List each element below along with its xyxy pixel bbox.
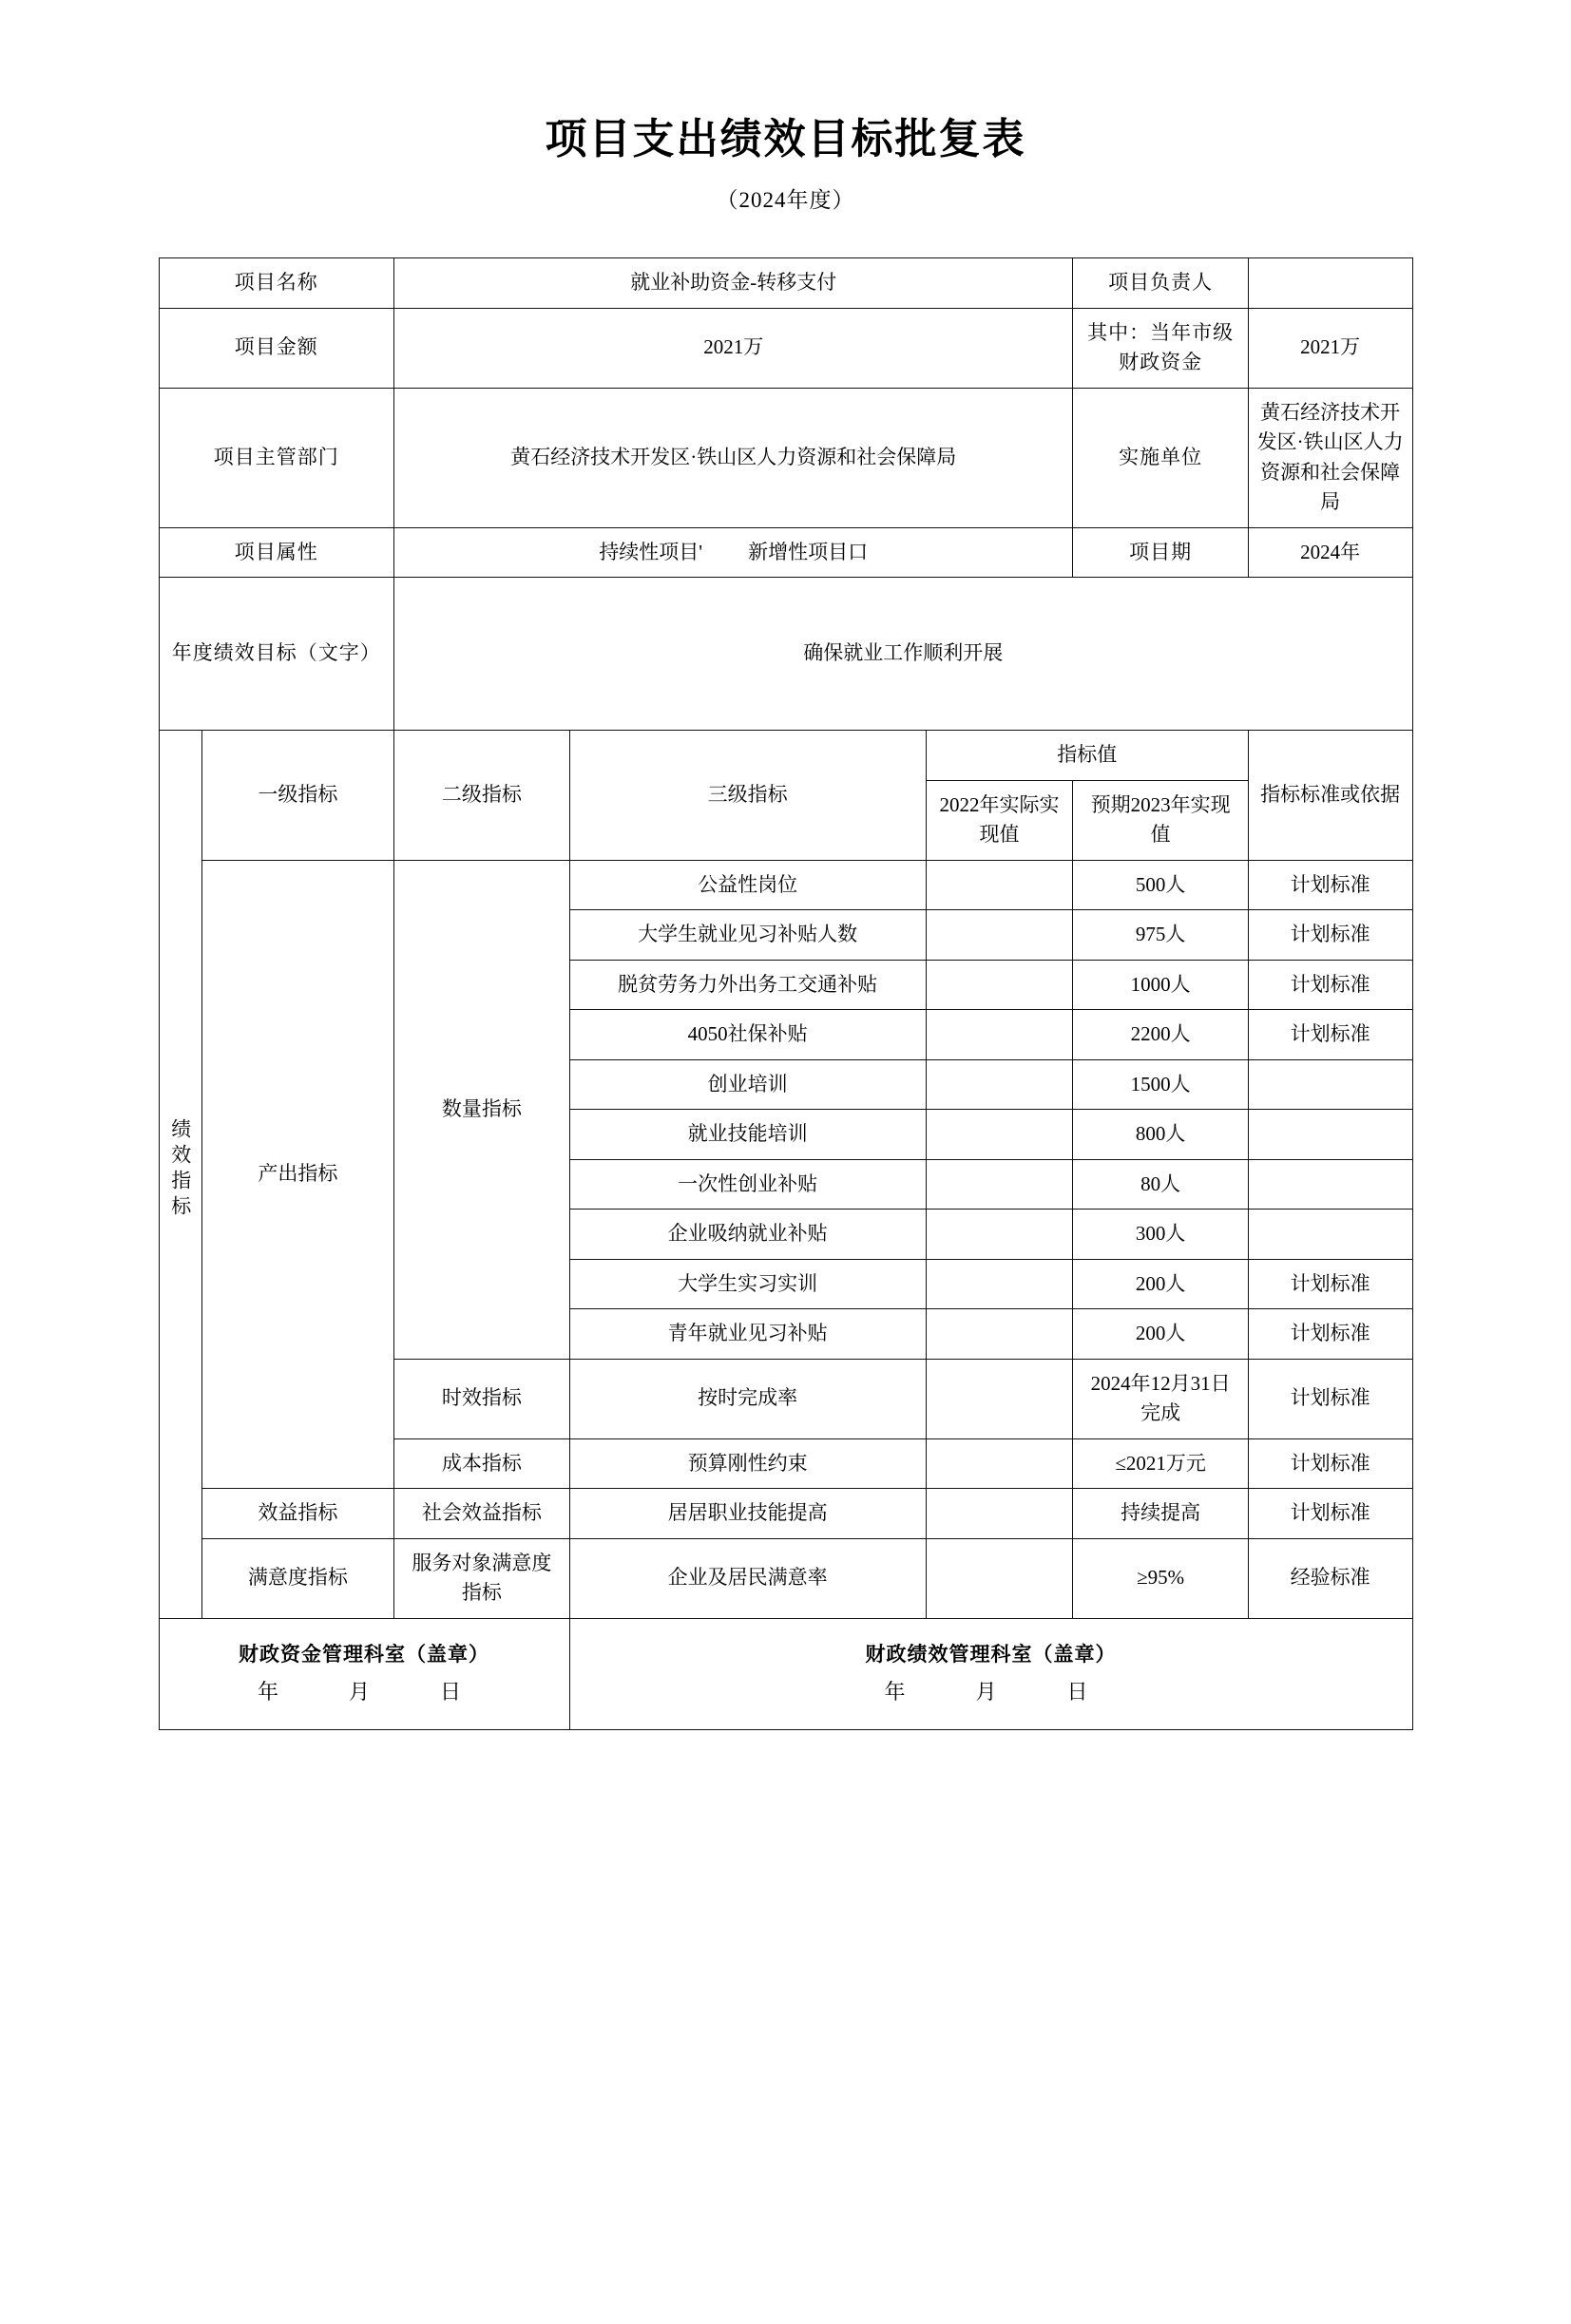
indicator-standard — [1248, 1059, 1412, 1110]
attribute-value — [394, 527, 1073, 578]
indicator-actual-value — [926, 860, 1073, 910]
indicator-expected-value: 800人 — [1073, 1110, 1249, 1160]
page-subtitle: （2024年度） — [716, 188, 855, 212]
level2-cost-label: 成本指标 — [394, 1438, 570, 1489]
indicator-expected-value: 500人 — [1073, 860, 1249, 910]
indicator-name: 预算刚性约束 — [569, 1438, 926, 1489]
table-row — [159, 1489, 1412, 1539]
attribute-new-option[interactable]: 新增性项目口 — [748, 540, 869, 563]
indicator-expected-value: 1000人 — [1073, 960, 1249, 1010]
signature-left — [159, 1618, 569, 1729]
indicator-name: 创业培训 — [569, 1059, 926, 1110]
side-label-performance-indicators: 绩效指标 — [159, 731, 201, 1619]
annual-goal-value: 确保就业工作顺利开展 — [394, 578, 1412, 731]
indicator-standard: 计划标准 — [1248, 1309, 1412, 1360]
implement-label: 实施单位 — [1073, 388, 1249, 527]
table-header-row — [159, 731, 1412, 781]
table-row — [159, 1538, 1412, 1618]
indicator-name: 公益性岗位 — [569, 860, 926, 910]
col-header-expected-2023: 预期2023年实现值 — [1073, 780, 1249, 860]
level1-benefit-label: 效益指标 — [201, 1489, 393, 1539]
indicator-actual-value — [926, 1059, 1073, 1110]
indicator-actual-value — [926, 1159, 1073, 1210]
indicator-expected-value: 持续提高 — [1073, 1489, 1249, 1539]
indicator-standard: 计划标准 — [1248, 1259, 1412, 1309]
project-name-value: 就业补助资金-转移支付 — [394, 258, 1073, 309]
period-value: 2024年 — [1248, 527, 1412, 578]
indicator-actual-value — [926, 1259, 1073, 1309]
indicator-actual-value — [926, 960, 1073, 1010]
period-label: 项目期 — [1073, 527, 1249, 578]
indicator-name: 大学生就业见习补贴人数 — [569, 910, 926, 961]
dept-label: 项目主管部门 — [159, 388, 394, 527]
indicator-name: 按时完成率 — [569, 1359, 926, 1438]
indicator-actual-value — [926, 1359, 1073, 1438]
level2-service-satisfaction-label: 服务对象满意度指标 — [394, 1538, 570, 1618]
col-header-actual-2022: 2022年实际实现值 — [926, 780, 1073, 860]
attribute-continuing-option[interactable]: 持续性项目' — [599, 540, 703, 563]
indicator-actual-value — [926, 1538, 1073, 1618]
indicator-standard: 计划标准 — [1248, 960, 1412, 1010]
table-row — [159, 527, 1412, 578]
indicator-name: 就业技能培训 — [569, 1110, 926, 1160]
indicator-standard: 计划标准 — [1248, 1359, 1412, 1438]
dept-value: 黄石经济技术开发区·铁山区人力资源和社会保障局 — [394, 388, 1073, 527]
indicator-actual-value — [926, 1210, 1073, 1260]
col-header-standard: 指标标准或依据 — [1248, 731, 1412, 861]
document-page — [0, 105, 1571, 2324]
signature-right-title: 财政绩效管理科室（盖章） — [865, 1643, 1117, 1667]
indicator-expected-value: 975人 — [1073, 910, 1249, 961]
table-row — [159, 308, 1412, 388]
level2-quantity-label: 数量指标 — [394, 860, 570, 1359]
city-fund-value: 2021万 — [1248, 308, 1412, 388]
project-owner-value — [1248, 258, 1412, 309]
indicator-actual-value — [926, 1010, 1073, 1060]
city-fund-label: 其中：当年市级财政资金 — [1073, 308, 1249, 388]
level2-timeliness-label: 时效指标 — [394, 1359, 570, 1438]
indicator-name: 一次性创业补贴 — [569, 1159, 926, 1210]
col-header-level2: 二级指标 — [394, 731, 570, 861]
indicator-expected-value: 200人 — [1073, 1309, 1249, 1360]
col-header-level3: 三级指标 — [569, 731, 926, 861]
indicator-standard: 计划标准 — [1248, 1010, 1412, 1060]
indicator-standard: 计划标准 — [1248, 860, 1412, 910]
col-header-value-group: 指标值 — [926, 731, 1248, 781]
table-row — [159, 860, 1412, 910]
indicator-standard: 经验标准 — [1248, 1538, 1412, 1618]
indicator-actual-value — [926, 1110, 1073, 1160]
indicator-actual-value — [926, 1438, 1073, 1489]
indicator-expected-value: ≥95% — [1073, 1538, 1249, 1618]
level1-output-label: 产出指标 — [201, 860, 393, 1489]
attribute-label: 项目属性 — [159, 527, 394, 578]
indicator-standard — [1248, 1110, 1412, 1160]
performance-target-table — [159, 257, 1413, 1730]
signature-right-date: 年 月 日 — [884, 1679, 1098, 1704]
indicator-standard: 计划标准 — [1248, 1438, 1412, 1489]
indicator-name: 4050社保补贴 — [569, 1010, 926, 1060]
annual-goal-label: 年度绩效目标（文字） — [159, 578, 394, 731]
page-title: 项目支出绩效目标批复表 — [545, 116, 1026, 162]
indicator-actual-value — [926, 910, 1073, 961]
indicator-name: 脱贫劳务力外出务工交通补贴 — [569, 960, 926, 1010]
table-row — [159, 388, 1412, 527]
indicator-expected-value: 1500人 — [1073, 1059, 1249, 1110]
signature-left-title: 财政资金管理科室（盖章） — [239, 1643, 490, 1667]
level2-social-benefit-label: 社会效益指标 — [394, 1489, 570, 1539]
project-amount-value: 2021万 — [394, 308, 1073, 388]
signature-left-date: 年 月 日 — [258, 1679, 471, 1704]
indicator-expected-value: 2024年12月31日完成 — [1073, 1359, 1249, 1438]
project-owner-label: 项目负责人 — [1073, 258, 1249, 309]
indicator-standard: 计划标准 — [1248, 910, 1412, 961]
indicator-expected-value: 2200人 — [1073, 1010, 1249, 1060]
implement-value: 黄石经济技术开发区·铁山区人力资源和社会保障局 — [1248, 388, 1412, 527]
indicator-expected-value: 300人 — [1073, 1210, 1249, 1260]
indicator-actual-value — [926, 1489, 1073, 1539]
signature-right — [569, 1618, 1412, 1729]
indicator-standard — [1248, 1210, 1412, 1260]
project-amount-label: 项目金额 — [159, 308, 394, 388]
indicator-name: 企业吸纳就业补贴 — [569, 1210, 926, 1260]
indicator-name: 青年就业见习补贴 — [569, 1309, 926, 1360]
signature-row — [159, 1618, 1412, 1729]
project-name-label: 项目名称 — [159, 258, 394, 309]
indicator-standard — [1248, 1159, 1412, 1210]
indicator-expected-value: 80人 — [1073, 1159, 1249, 1210]
indicator-expected-value: ≤2021万元 — [1073, 1438, 1249, 1489]
indicator-name: 居居职业技能提高 — [569, 1489, 926, 1539]
indicator-name: 企业及居民满意率 — [569, 1538, 926, 1618]
level1-satisfaction-label: 满意度指标 — [201, 1538, 393, 1618]
table-row — [159, 578, 1412, 731]
col-header-level1: 一级指标 — [201, 731, 393, 861]
indicator-actual-value — [926, 1309, 1073, 1360]
indicator-name: 大学生实习实训 — [569, 1259, 926, 1309]
indicator-standard: 计划标准 — [1248, 1489, 1412, 1539]
indicator-expected-value: 200人 — [1073, 1259, 1249, 1309]
table-row — [159, 258, 1412, 309]
